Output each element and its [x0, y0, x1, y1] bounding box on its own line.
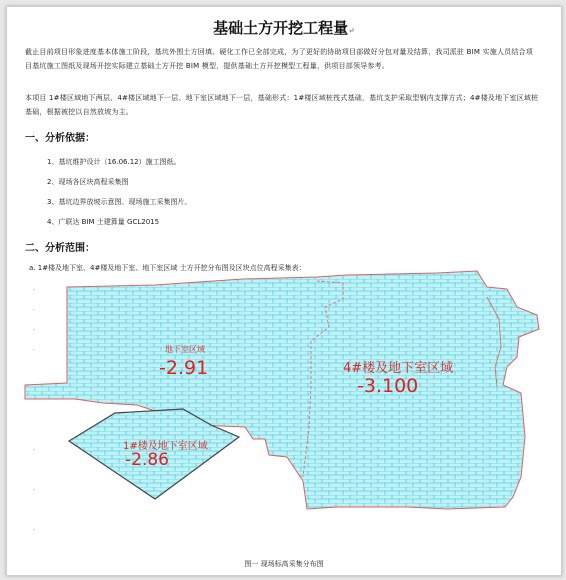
- zone-value-building4: -3.100: [357, 375, 419, 397]
- section-heading-basis: 一、分析依据：: [25, 133, 95, 144]
- document-page: 基础土方开挖工程量↵ 截止目前项目形象进度基本体施工阶段，基坑外围土方回填、硬化工作已全部完成，为了更好的协助项目部做好分包对量及结算，我司派驻 BIM 实施人员结合项目基坑施工图纸及现场开挖实际建立基础土方开挖 BIM 模型，提供基础土方开挖模型工程量，供项目部领导参考。 本项目 1#楼区域地下两层、4#楼区域地下一层、地下室区域地下一层，基础形式：1#楼区域桩筏式基础，基坑支护采取型钢内支撑方式；4#楼及地下室区域桩基础，根据被挖以自然放坡为主。 一、分析依据： 1、基坑维护设计（16.06.12）施工图纸。 2、现场各区块高程采集图 3、基坑边界放坡示意图、现场施工采集图片。 4、广联达 BIM 土建算量 GCL2015 二、分析范围： a. 1#楼及地下室、4#楼及地下室、地下室区域 土方开挖分布图及区块点位高程采集表： . . . . . . . 地下室区域 -2.91 4#楼及地下室区域 -3.100 1#楼及地下室区域 -2.86 图一 现场标高采集分布图: [6, 6, 562, 576]
- figure-caption: 图一 现场标高采集分布图: [244, 560, 324, 568]
- intro-paragraph: 截止目前项目形象进度基本体施工阶段，基坑外围土方回填、硬化工作已全部完成，为了更好的协助项目部做好分包对量及结算，我司派驻 BIM 实施人员结合项目基坑施工图纸及现场开挖实际建立基础土方开挖 BIM 模型，提供基础土方开挖模型工程量，供项目部领导参考。: [25, 48, 533, 70]
- section-heading-scope: 二、分析范围：: [25, 243, 95, 254]
- basis-item-3: 3、基坑边界放坡示意图、现场施工采集图片。: [47, 198, 192, 206]
- basis-item-4: 4、广联达 BIM 土建算量 GCL2015: [47, 218, 160, 226]
- zone-value-basement: -2.91: [159, 357, 209, 379]
- site-elevation-plan: [7, 7, 561, 575]
- zone-label-building1: 1#楼及地下室区域: [123, 441, 208, 452]
- zone-value-building1: -2.86: [125, 450, 169, 470]
- basis-item-1: 1、基坑维护设计（16.06.12）施工图纸。: [47, 158, 181, 166]
- document-title: 基础土方开挖工程量↵: [213, 19, 355, 37]
- zone-label-building4: 4#楼及地下室区域: [343, 361, 454, 376]
- excavation-area: [25, 271, 539, 509]
- scope-item-a: a. 1#楼及地下室、4#楼及地下室、地下室区域 土方开挖分布图及区块点位高程采集表：: [29, 264, 306, 272]
- structure-paragraph: 本项目 1#楼区域地下两层、4#楼区域地下一层、地下室区域地下一层，基础形式：1#楼区域桩筏式基础，基坑支护采取型钢内支撑方式；4#楼及地下室区域桩基础，根据被挖以自然放坡为主。: [25, 94, 539, 116]
- basis-item-2: 2、现场各区块高程采集图: [47, 178, 129, 186]
- zone-label-basement: 地下室区域: [165, 345, 205, 354]
